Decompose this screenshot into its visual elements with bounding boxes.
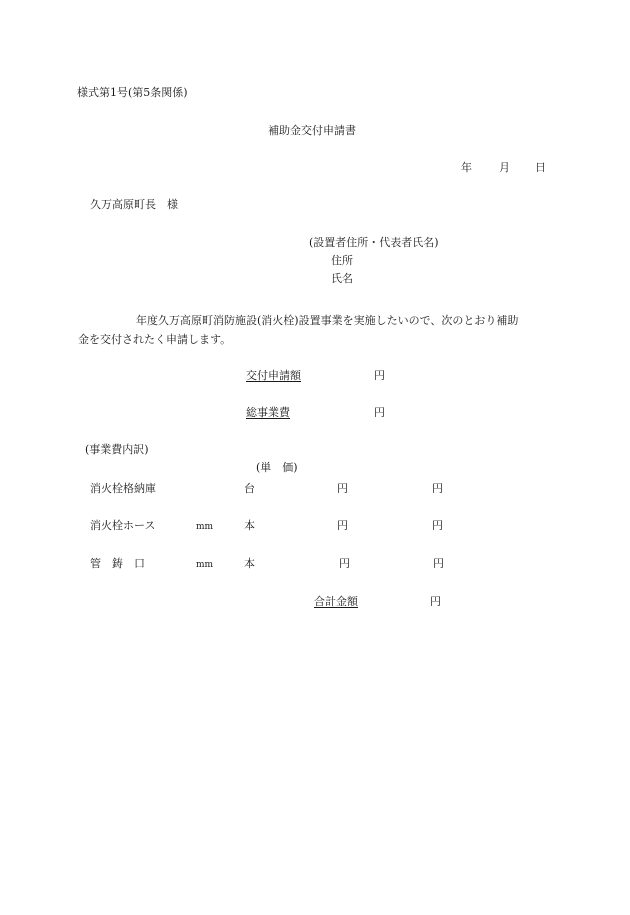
application-amount-label: 交付申請額 <box>246 369 301 382</box>
date-day-label: 日 <box>535 161 546 174</box>
row-1-item: 消火栓格納庫 <box>90 482 156 495</box>
applicant-heading: (設置者住所・代表者氏名) <box>309 236 439 249</box>
row-1-count-unit: 台 <box>244 482 255 495</box>
total-cost-unit: 円 <box>374 406 385 419</box>
statement-line-2: 金を交付されたく申請します。 <box>78 333 232 346</box>
grand-total-unit: 円 <box>430 595 441 608</box>
application-statement <box>78 311 556 349</box>
row-2-item: 消火栓ホース <box>90 519 156 532</box>
row-3-amount-unit: 円 <box>433 557 444 570</box>
row-2-spec: mm <box>196 522 214 532</box>
application-amount-unit: 円 <box>374 369 385 382</box>
row-3-item: 管 鋳 口 <box>90 557 145 570</box>
row-1-price-unit: 円 <box>337 482 348 495</box>
total-cost-label: 総事業費 <box>246 406 290 419</box>
breakdown-heading: (事業費内訳) <box>85 443 149 456</box>
row-3-price-unit: 円 <box>339 557 350 570</box>
row-3-count-unit: 本 <box>244 557 255 570</box>
document-title: 補助金交付申請書 <box>268 124 356 137</box>
row-2-amount-unit: 円 <box>432 519 443 532</box>
row-3-spec: mm <box>196 560 214 570</box>
unit-price-label: (単 価) <box>256 461 298 474</box>
date-month-label: 月 <box>499 161 510 174</box>
total-cost-row <box>246 406 387 420</box>
grand-total-row <box>314 595 443 609</box>
row-1-amount-unit: 円 <box>432 482 443 495</box>
applicant-address-label: 住所 <box>331 254 353 267</box>
application-amount-row <box>246 369 387 383</box>
form-number: 様式第1号(第5条関係) <box>77 86 188 99</box>
date-year-label: 年 <box>461 161 472 174</box>
grand-total-label: 合計金額 <box>314 595 358 608</box>
statement-line-1: 年度久万高原町消防施設(消火栓)設置事業を実施したいので、次のとおり補助 <box>136 314 519 327</box>
row-2-count-unit: 本 <box>244 519 255 532</box>
row-2-price-unit: 円 <box>337 519 348 532</box>
addressee: 久万高原町長 様 <box>90 198 178 211</box>
applicant-name-label: 氏名 <box>331 272 353 285</box>
